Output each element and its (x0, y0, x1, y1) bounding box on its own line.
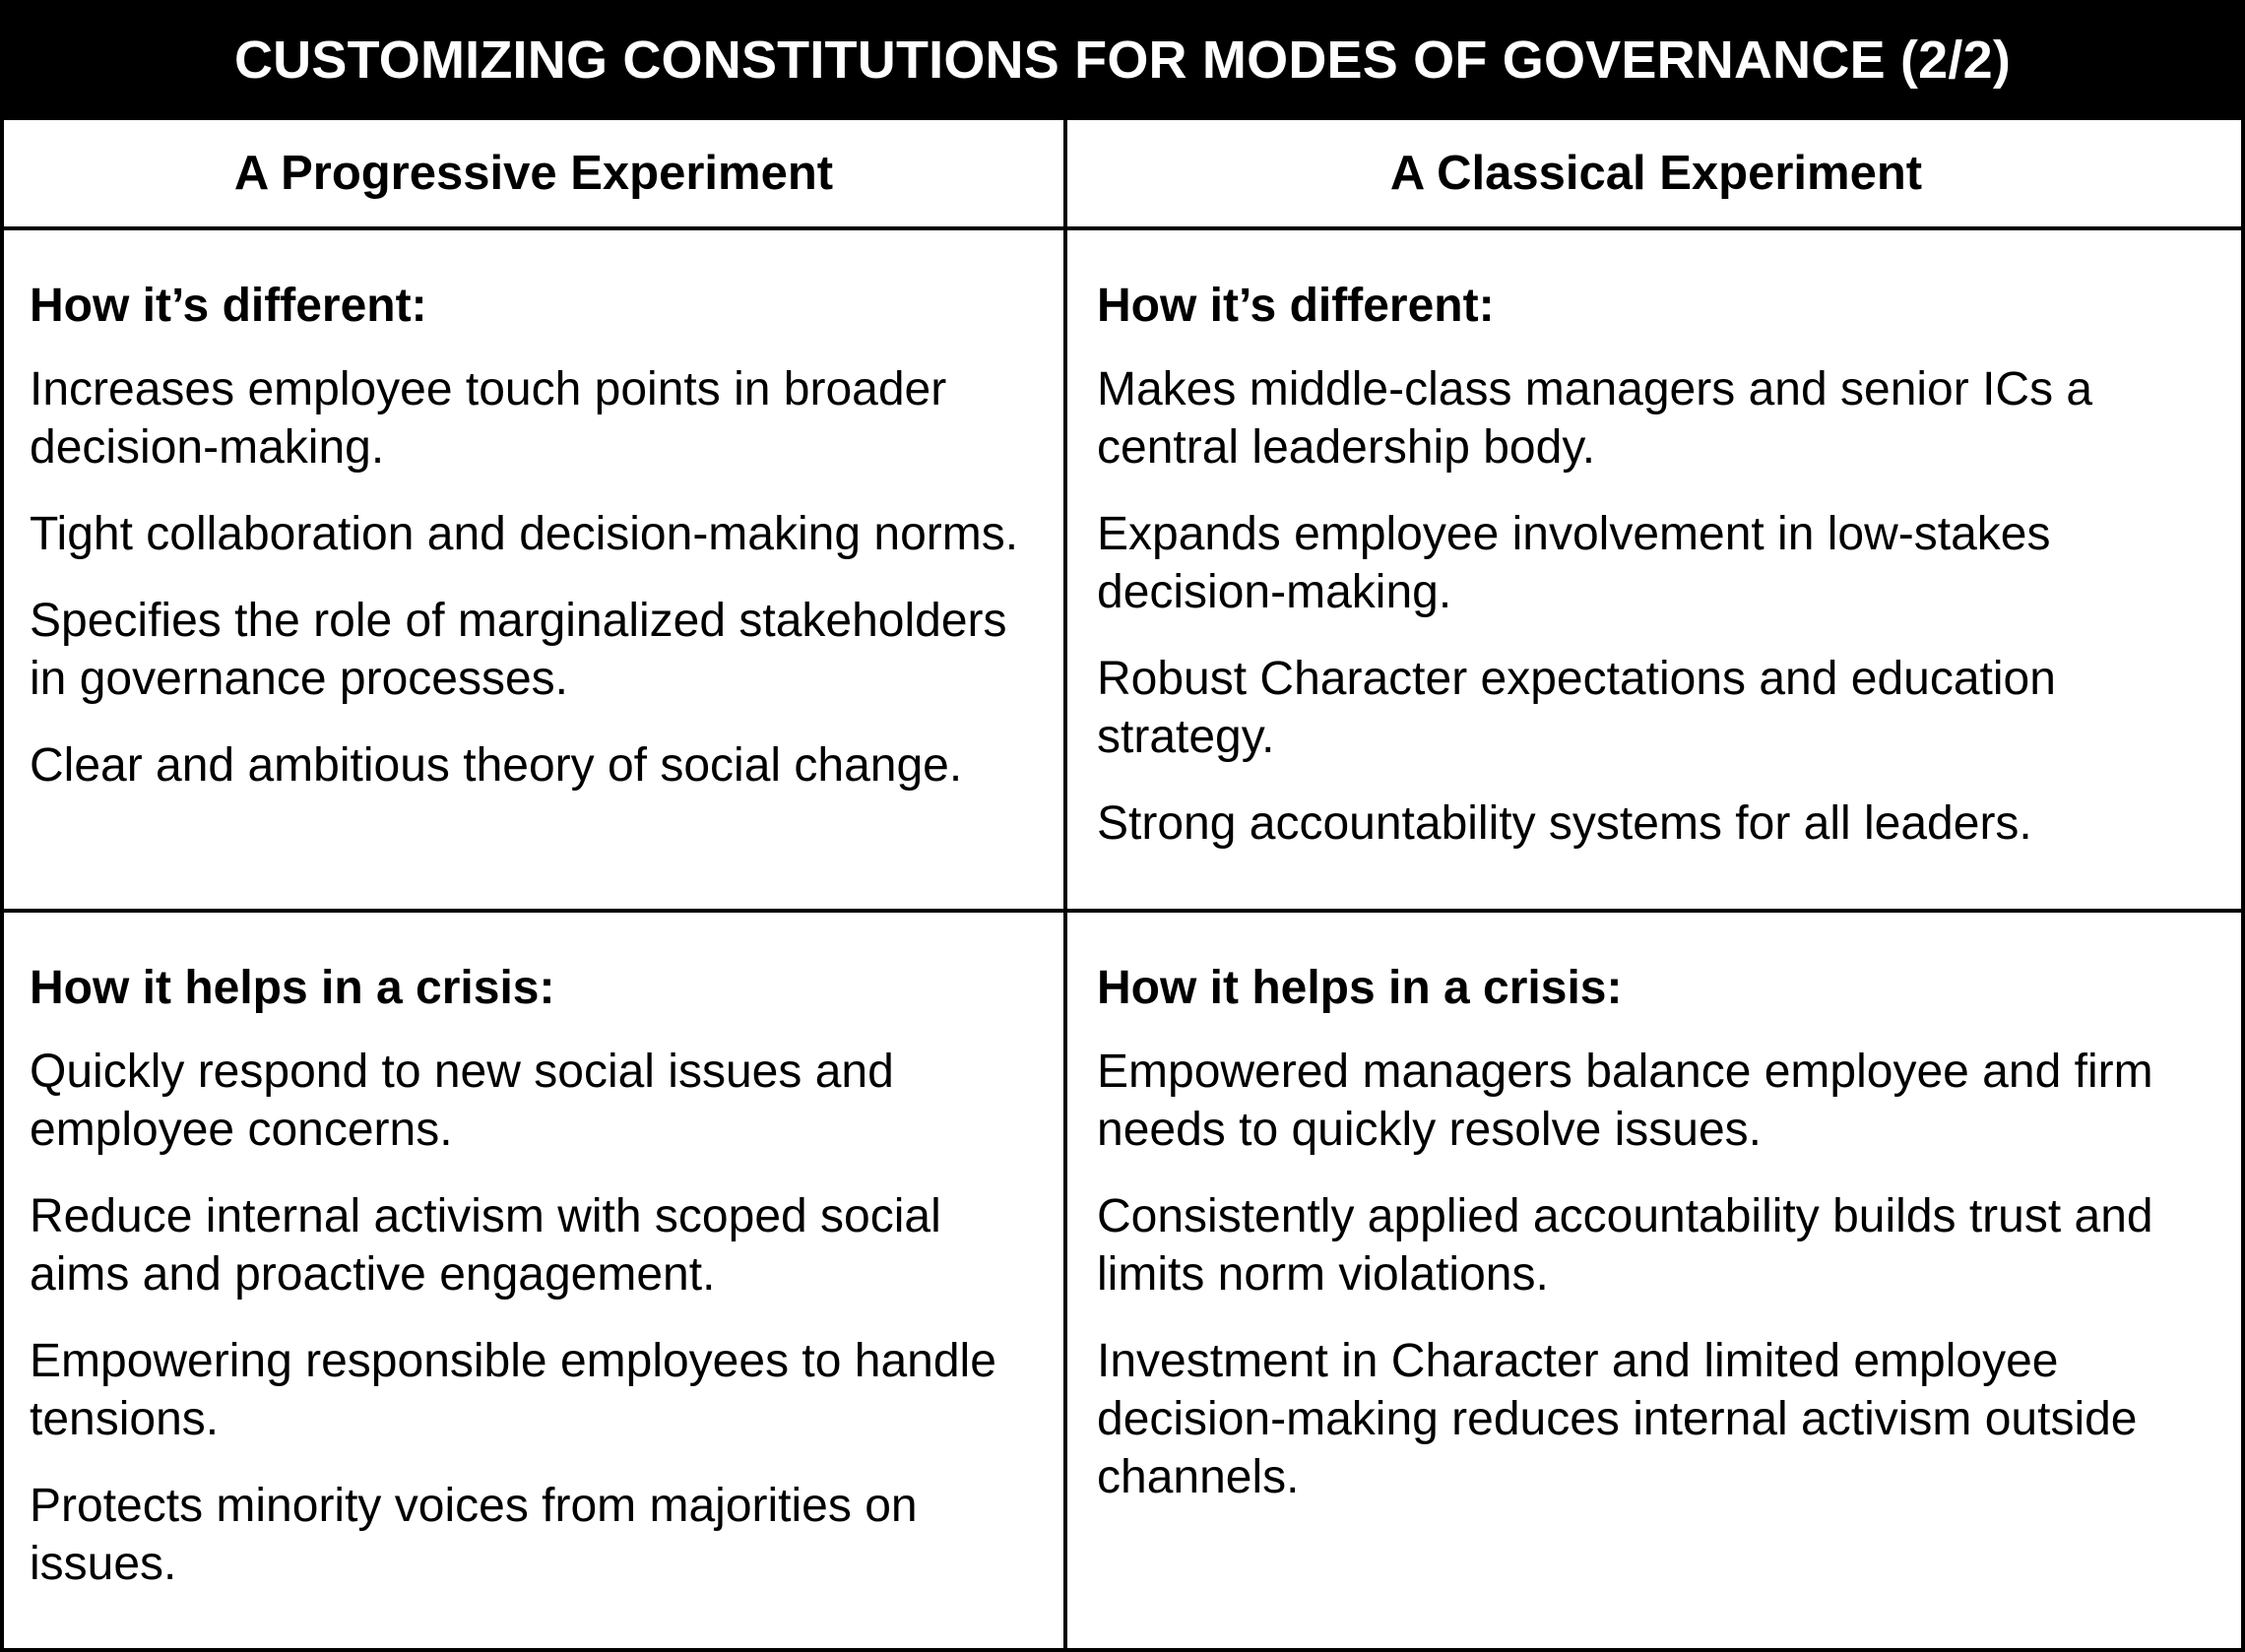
list-item: Empowered managers balance employee and firm needs to quickly resolve issues. (1097, 1046, 2153, 1156)
column-header-classical: A Classical Experiment (1067, 120, 2245, 230)
list-item: Robust Character expectations and education strategy. (1097, 653, 2056, 763)
section-heading: How it helps in a crisis: (30, 962, 555, 1014)
classical-crisis-cell (1067, 913, 2245, 1648)
list-item: Clear and ambitious theory of social change. (30, 739, 963, 792)
page-title: CUSTOMIZING CONSTITUTIONS FOR MODES OF GOVERNANCE (2/2) (0, 0, 2245, 120)
list-item: Quickly respond to new social issues and employee concerns. (30, 1046, 894, 1156)
section-heading: How it helps in a crisis: (1097, 962, 1623, 1014)
list-item: Makes middle-class managers and senior ICs a central leadership body. (1097, 363, 2093, 474)
list-item: Protects minority voices from majorities on issues. (30, 1480, 918, 1590)
progressive-crisis-cell (4, 913, 1067, 1648)
list-item: Specifies the role of marginalized stakeholders in governance processes. (30, 595, 1007, 705)
progressive-different-cell (4, 230, 1067, 913)
classical-different-cell (1067, 230, 2245, 913)
list-item: Strong accountability systems for all leaders. (1097, 797, 2032, 850)
section-heading: How it’s different: (1097, 280, 1495, 332)
list-item: Expands employee involvement in low-stakes decision-making. (1097, 508, 2051, 618)
list-item: Increases employee touch points in broader decision-making. (30, 363, 947, 474)
column-header-progressive: A Progressive Experiment (4, 120, 1067, 230)
list-item: Investment in Character and limited employee decision-making reduces internal activism outside channels. (1097, 1335, 2138, 1503)
list-item: Reduce internal activism with scoped social aims and proactive engagement. (30, 1190, 941, 1301)
list-item: Empowering responsible employees to handle tensions. (30, 1335, 996, 1445)
list-item: Consistently applied accountability builds trust and limits norm violations. (1097, 1190, 2153, 1301)
section-heading: How it’s different: (30, 280, 427, 332)
list-item: Tight collaboration and decision-making norms. (30, 508, 1019, 560)
comparison-table (0, 120, 2245, 1652)
